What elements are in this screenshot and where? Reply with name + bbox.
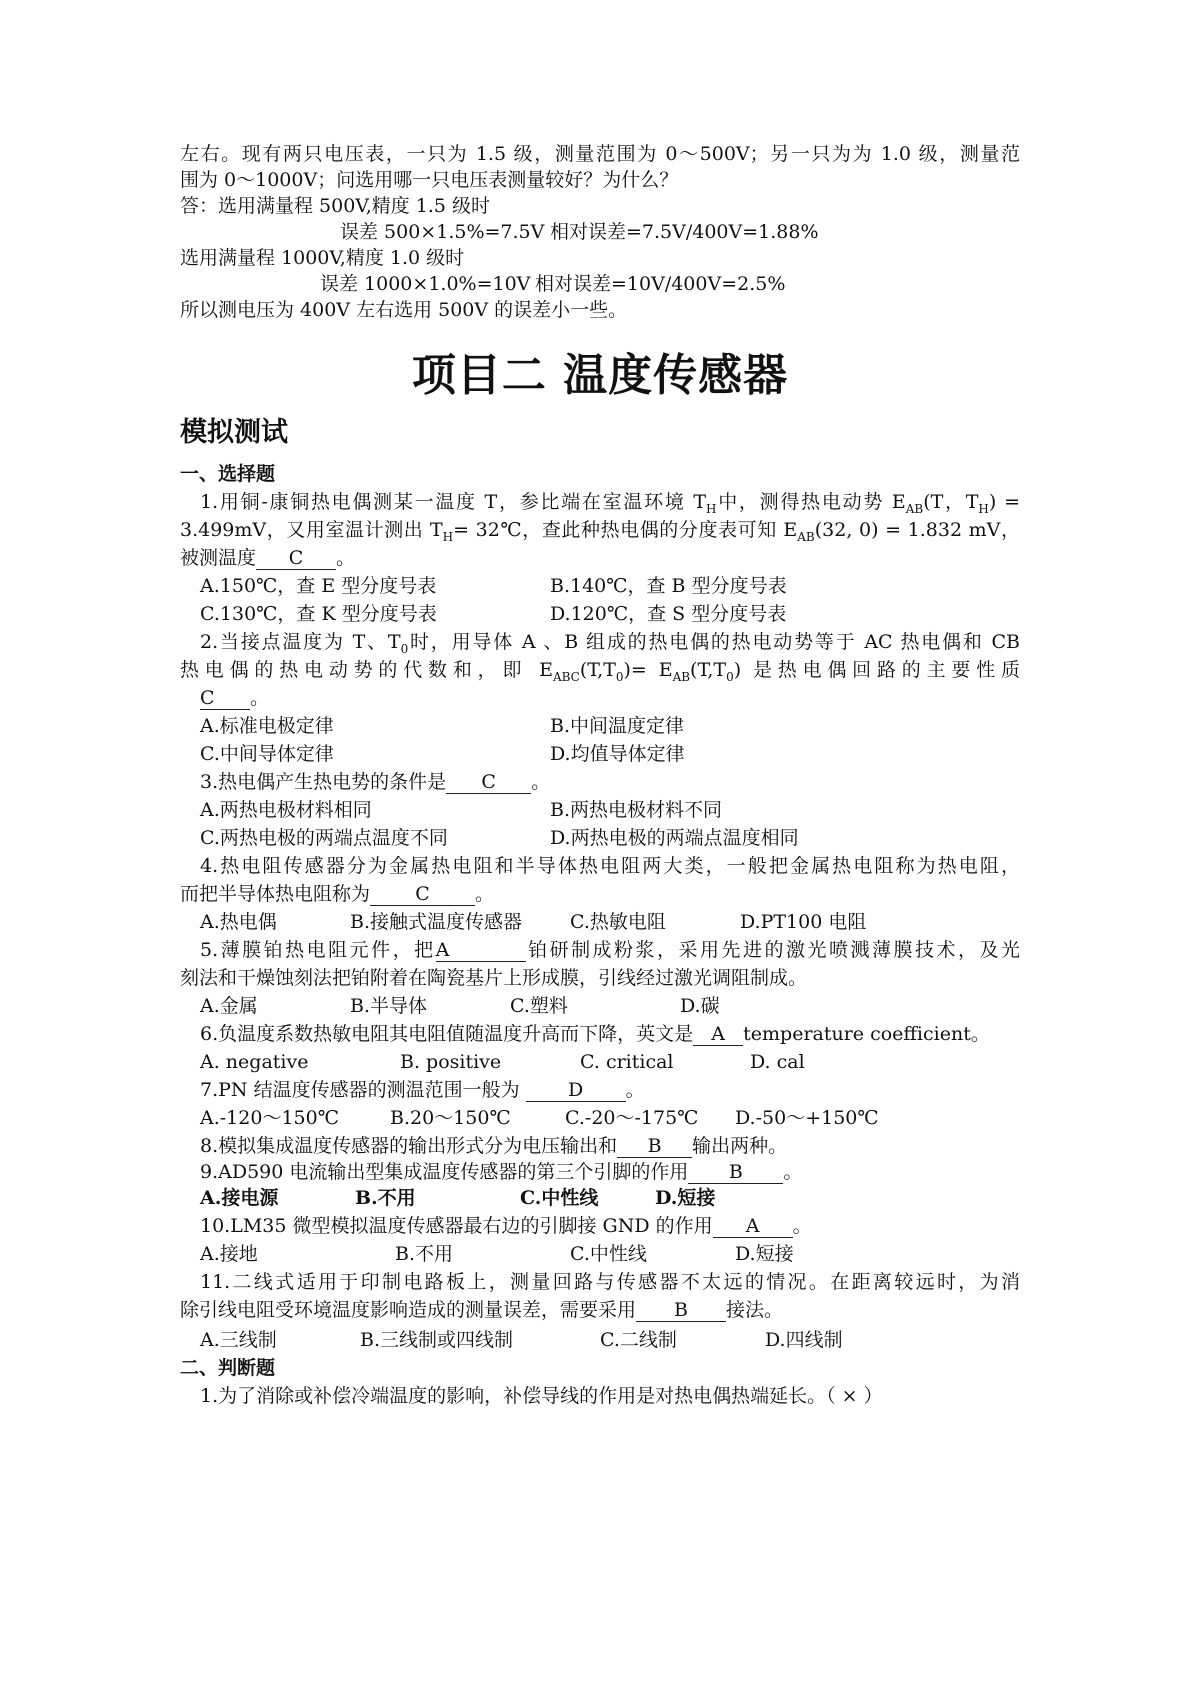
intro-line-2: 围为 0～1000V；问选用哪一只电压表测量较好？为什么？	[180, 169, 679, 191]
q9-option-b: B.不用	[355, 1187, 416, 1209]
q3-line: 3.热电偶产生热电势的条件是 C 。	[200, 771, 551, 793]
q9-answer: B	[688, 1161, 783, 1184]
j1-line: 1.为了消除或补偿冷端温度的影响，补偿导线的作用是对热电偶热端延长。（ × ）	[200, 1385, 883, 1407]
section-heading-choice: 一、选择题	[180, 463, 276, 485]
q2-option-b: B.中间温度定律	[550, 715, 685, 737]
q11-option-b: B.三线制或四线制	[360, 1329, 514, 1351]
section-heading-judge: 二、判断题	[180, 1357, 276, 1379]
q7-option-a: A.-120～150℃	[200, 1107, 339, 1129]
q6-option-c: C. critical	[580, 1051, 674, 1073]
q4-option-a: A.热电偶	[200, 911, 277, 933]
q1-option-a: A.150℃，查 E 型分度号表	[200, 575, 437, 597]
q11-option-d: D.四线制	[765, 1329, 843, 1351]
intro-line-1: 左右。现有两只电压表，一只为 1.5 级，测量范围为 0～500V；另一只为为 1.0 级，测量范	[180, 143, 1020, 165]
q2-option-a: A.标准电极定律	[200, 715, 334, 737]
q3-answer: C	[446, 771, 531, 794]
q5-line-2: 刻法和干燥蚀刻法把铂附着在陶瓷基片上形成膜，引线经过激光调阻制成。	[180, 967, 808, 989]
q7-answer: D	[526, 1079, 626, 1102]
q4-line-1: 4.热电阻传感器分为金属热电阻和半导体热电阻两大类，一般把金属热电阻称为热电阻，	[200, 855, 1020, 877]
q1-line-2: 3.499mV，又用室温计测出 $T_H=$ 32℃，查此种热电偶的分度表可知 $E_{AB}(32$, 0) = 1.832 mV，	[180, 519, 1020, 544]
q10-option-c: C.中性线	[570, 1243, 647, 1265]
q4-option-b: B.接触式温度传感器	[350, 911, 523, 933]
q5-option-d: D.碳	[680, 995, 720, 1017]
q3-option-c: C.两热电极的两端点温度不同	[200, 827, 448, 849]
q2-line-2: 热电偶的热电动势的代数和，即 $E_{ABC}(T,T_0)= E_{AB}(T,T_0)$ 是热电偶回路的主要性质	[180, 659, 1020, 684]
j1-mark: （ × ）	[826, 1385, 883, 1407]
q9-option-c: C.中性线	[520, 1187, 599, 1209]
q7-option-c: C.-20～-175℃	[565, 1107, 699, 1129]
q2-option-d: D.均值导体定律	[550, 743, 685, 765]
intro-line-7: 所以测电压为 400V 左右选用 500V 的误差小一些。	[180, 299, 628, 321]
q6-option-b: B. positive	[400, 1051, 502, 1073]
q1-option-c: C.130℃，查 K 型分度号表	[200, 603, 437, 625]
q10-line: 10.LM35 微型模拟温度传感器最右边的引脚接 GND 的作用 A 。	[200, 1215, 812, 1237]
q4-option-d: D.PT100 电阻	[740, 911, 867, 933]
section-subtitle: 模拟测试	[180, 417, 288, 448]
q5-option-a: A.金属	[200, 995, 258, 1017]
q9-line: 9.AD590 电流输出型集成温度传感器的第三个引脚的作用 B 。	[200, 1161, 803, 1183]
intro-line-4a: 误差 500×1.5%=7.5V	[340, 221, 545, 243]
q1-line-3: 被测温度 C 。	[180, 547, 356, 569]
q6-line: 6.负温度系数热敏电阻其电阻值随温度升高而下降，英文是 A temperature coefficient。	[200, 1023, 990, 1045]
q6-option-a: A. negative	[200, 1051, 309, 1073]
q4-line-2: 而把半导体热电阻称为 C 。	[180, 883, 495, 905]
q4-option-c: C.热敏电阻	[570, 911, 666, 933]
q11-option-c: C.二线制	[600, 1329, 677, 1351]
q11-line-2: 除引线电阻受环境温度影响造成的测量误差，需要采用 B 接法。	[180, 1299, 784, 1321]
q5-answer: A	[436, 939, 526, 962]
q1-answer: C	[256, 547, 336, 570]
q3-option-a: A.两热电极材料相同	[200, 799, 372, 821]
intro-line-3: 答：选用满量程 500V,精度 1.5 级时	[180, 195, 491, 217]
q9-option-a: A.接电源	[200, 1187, 279, 1209]
q3-option-b: B.两热电极材料不同	[550, 799, 723, 821]
q2-line-1: 2.当接点温度为 T、$T_0$时，用导体 A 、B 组成的热电偶的热电动势等于 AC 热电偶和 CB	[200, 631, 1021, 656]
q5-option-b: B.半导体	[350, 995, 428, 1017]
q7-option-b: B.20～150℃	[390, 1107, 511, 1129]
q1-option-d: D.120℃，查 S 型分度号表	[550, 603, 787, 625]
intro-line-4b: 相对误差=7.5V/400V=1.88%	[550, 221, 819, 243]
q2-line-3: C 。	[200, 687, 270, 709]
q10-option-b: B.不用	[395, 1243, 454, 1265]
q9-option-d: D.短接	[655, 1187, 716, 1209]
q1-line-1: 1.用铜-康铜热电偶测某一温度 T，参比端在室温环境 $T_H$中，测得热电动势 $E_{AB}(T$，$T_H$) =	[200, 491, 1020, 516]
q10-option-a: A.接地	[200, 1243, 258, 1265]
q1-option-b: B.140℃，查 B 型分度号表	[550, 575, 787, 597]
q4-answer: C	[370, 883, 475, 906]
intro-line-5: 选用满量程 1000V,精度 1.0 级时	[180, 247, 465, 269]
q6-answer: A	[693, 1023, 743, 1046]
q10-option-d: D.短接	[735, 1243, 794, 1265]
q6-option-d: D. cal	[750, 1051, 805, 1073]
q11-option-a: A.三线制	[200, 1329, 277, 1351]
q11-answer: B	[636, 1299, 726, 1322]
intro-line-6b: 相对误差=10V/400V=2.5%	[535, 273, 786, 295]
q5-line-1: 5.薄膜铂热电阻元件，把A 铂研制成粉浆，采用先进的激光喷溅薄膜技术，及光	[200, 939, 1020, 961]
q3-option-d: D.两热电极的两端点温度相同	[550, 827, 799, 849]
q5-option-c: C.塑料	[510, 995, 568, 1017]
q7-line: 7.PN 结温度传感器的测温范围一般为 D 。	[200, 1079, 645, 1101]
q7-option-d: D.-50～+150℃	[735, 1107, 879, 1129]
q8-line: 8.模拟集成温度传感器的输出形式分为电压输出和 B 输出两种。	[200, 1135, 788, 1157]
q2-option-c: C.中间导体定律	[200, 743, 334, 765]
q11-line-1: 11.二线式适用于印制电路板上，测量回路与传感器不太远的情况。在距离较远时，为消	[200, 1271, 1020, 1293]
page-title: 项目二 温度传感器	[411, 350, 789, 401]
q10-answer: A	[713, 1215, 793, 1238]
intro-line-6a: 误差 1000×1.0%=10V	[320, 273, 531, 295]
q2-answer: C	[200, 687, 250, 710]
q8-answer: B	[617, 1135, 692, 1158]
